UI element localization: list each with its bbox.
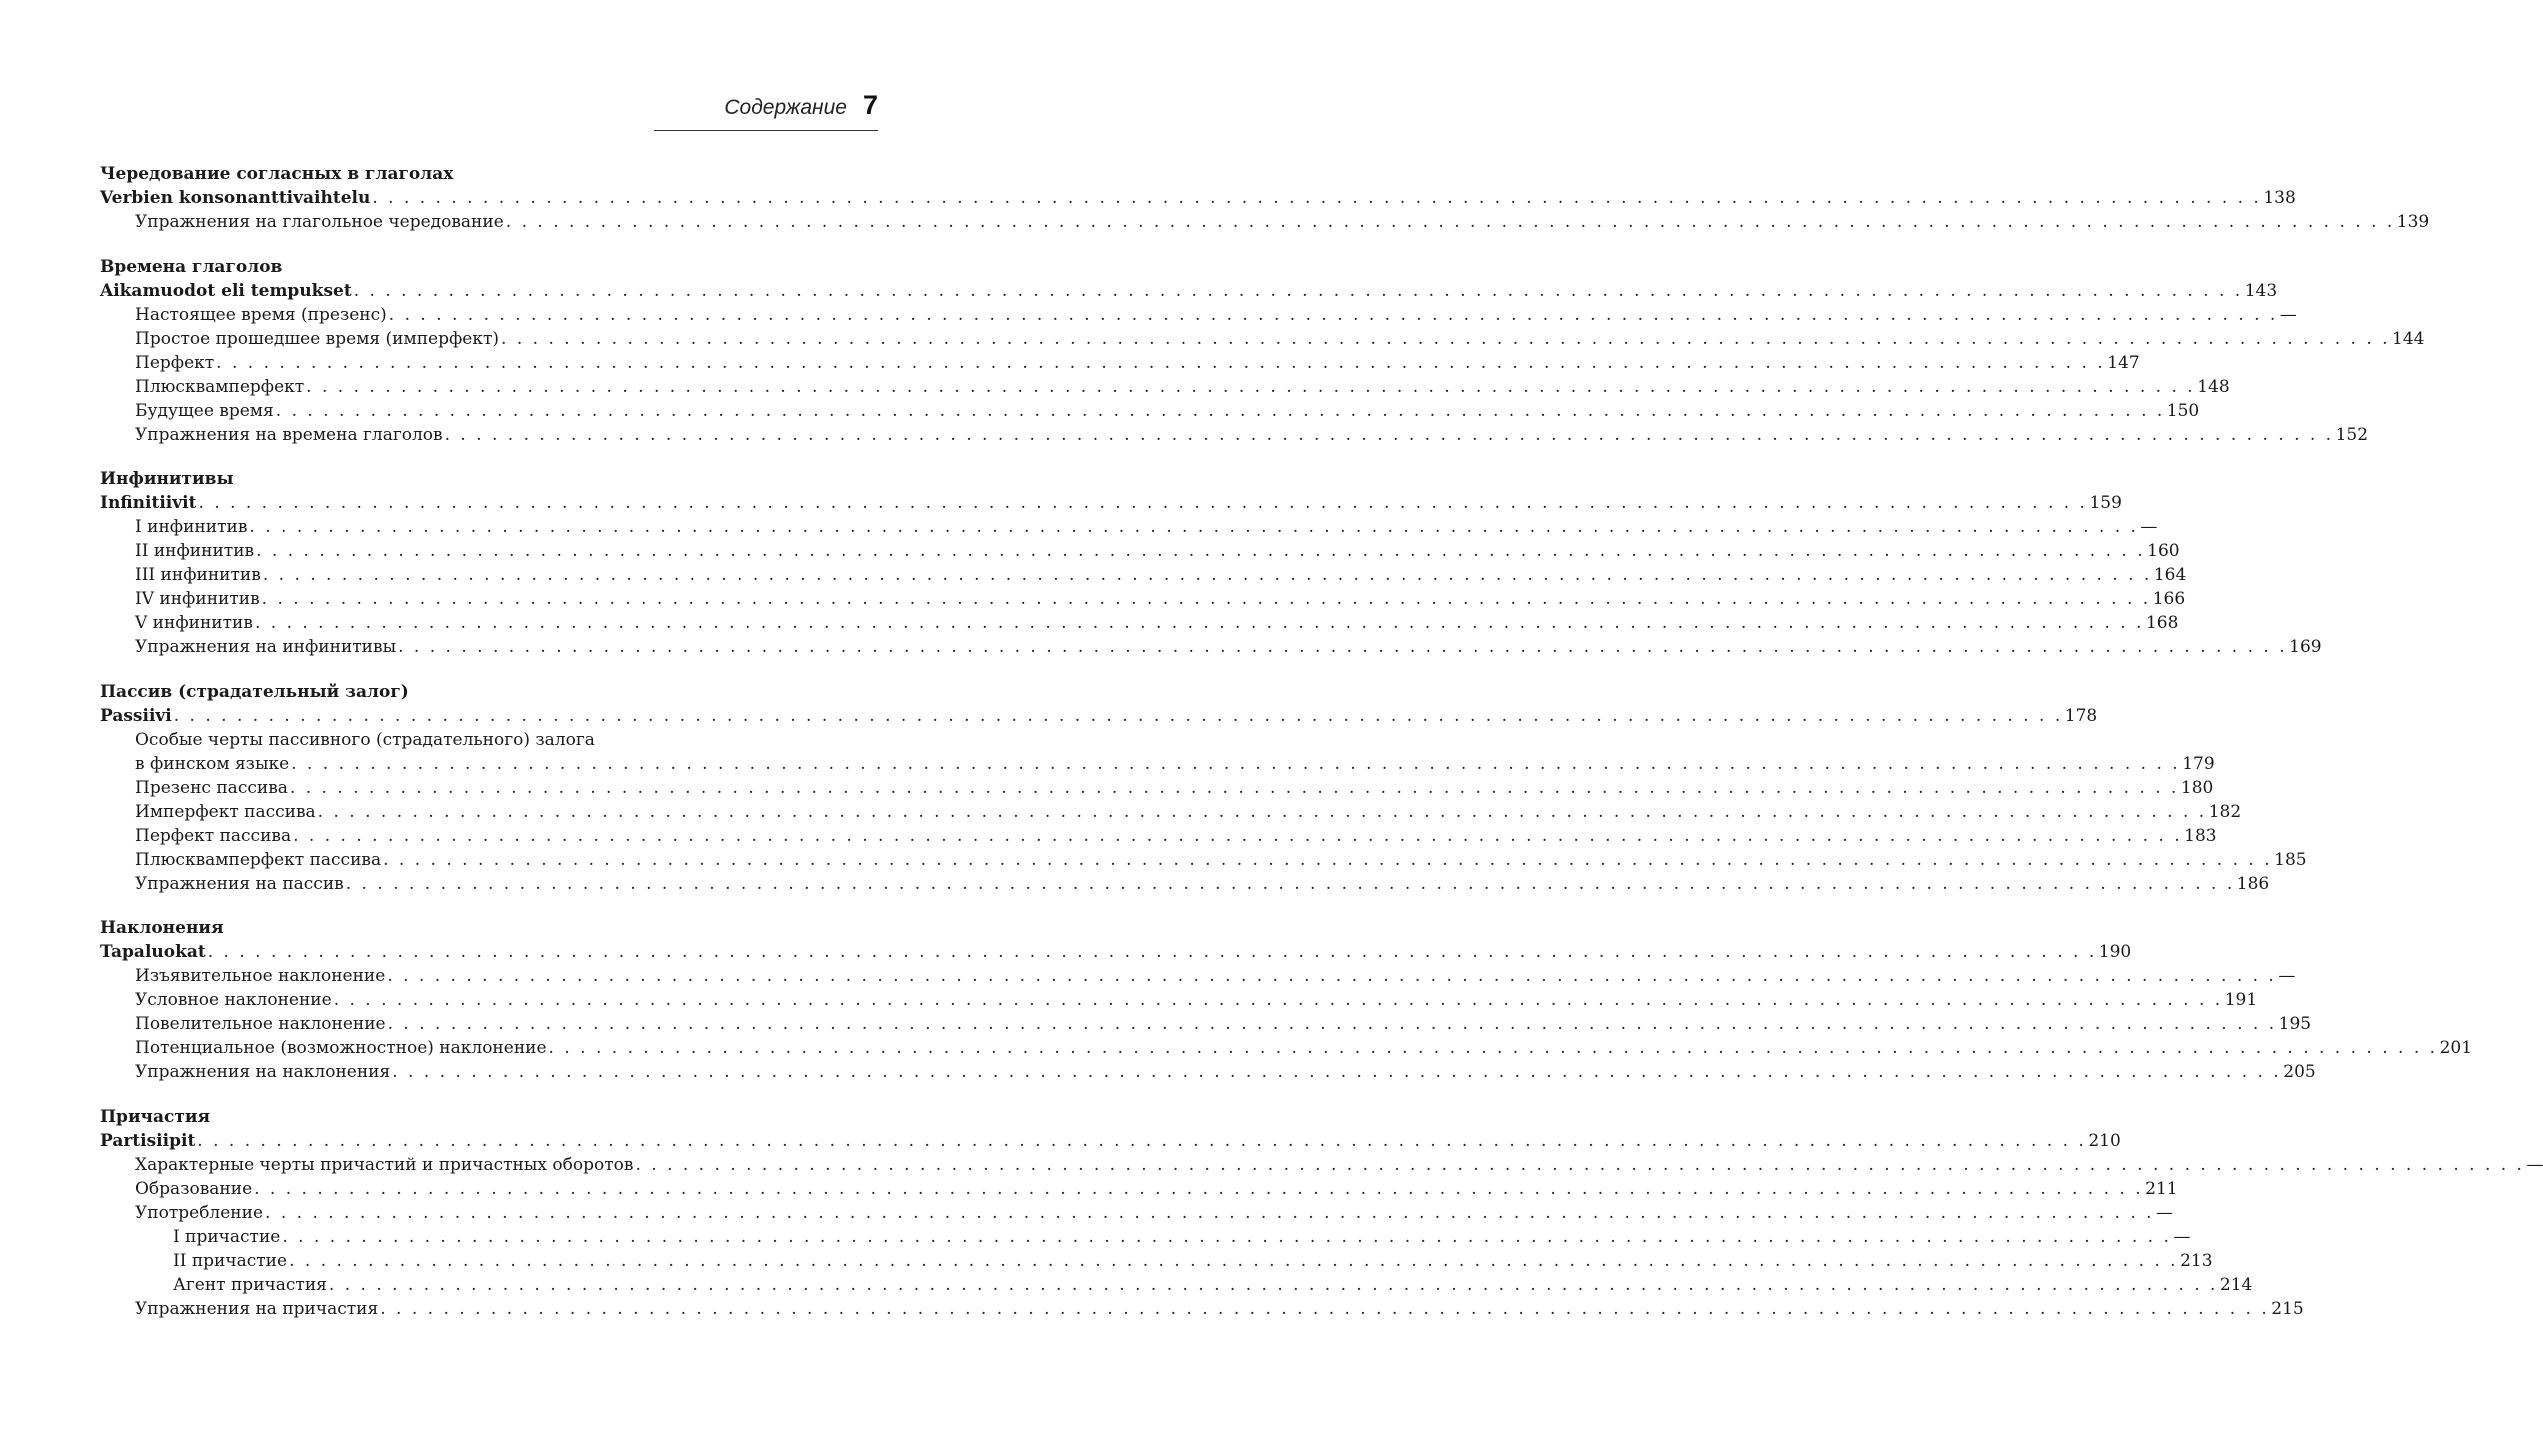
toc-entry (100, 824, 2217, 848)
toc-entry (100, 1225, 2191, 1249)
toc-page-number: 210 (2088, 1130, 2121, 1151)
toc-page-number: 201 (2439, 1038, 2473, 1058)
dot-leader: . . . . . . . . . . . . . . . . . . . . . . . . . . . . . . . . . . . . . . . . . . . . . . . . . . . . . . . . . . . . . . . . . . . . . . . . . . . . . . . . . . . . . . . . . . . . . . . . . . . . . . . . . . . . . . . . . . . . . . . . (291, 753, 2181, 774)
toc-entry-label: Passiivi (100, 705, 172, 726)
toc-page-number: 143 (2244, 280, 2278, 301)
dot-leader: . . . . . . . . . . . . . . . . . . . . . . . . . . . . . . . . . . . . . . . . . . . . . . . . . . . . . . . . . . . . . . . . . . . . . . . . . . . . . . . . . . . . . . . . . . . . . . . . . . . . . . . . . . . . . . . . . . . . . . . . (275, 400, 2165, 421)
running-header-title: Содержание (724, 96, 847, 119)
toc-entry-label: Будущее время (135, 400, 274, 421)
toc-page-number: 182 (2208, 801, 2242, 822)
toc-entry-label: Потенциальное (возможностное) наклонение (135, 1038, 547, 1058)
table-of-contents (100, 162, 2543, 1341)
section-title: Причастия (100, 1106, 211, 1127)
toc-page-number: 179 (2182, 753, 2215, 774)
dot-leader: . . . . . . . . . . . . . . . . . . . . . . . . . . . . . . . . . . . . . . . . . . . . . . . . . . . . . . . . . . . . . . . . . . . . . . . . . . . . . . . . . . . . . . . . . . . . . . . . . . . . . . . . . . . . . . . . . . . . . . . . (282, 1226, 2172, 1247)
toc-entry (100, 399, 2200, 423)
toc-entry-label: Агент причастия (173, 1274, 327, 1295)
toc-entry-label: Перфект пассива (135, 825, 292, 846)
dot-leader: . . . . . . . . . . . . . . . . . . . . . . . . . . . . . . . . . . . . . . . . . . . . . . . . . . . . . . . . . . . . . . . . . . . . . . . . . . . . . . . . . . . . . . . . . . . . . . . . . . . . . . . . . . . . . . . . . . . . . . . . (249, 517, 2139, 537)
toc-entry-label: V инфинитив (135, 613, 253, 633)
dot-leader: . . . . . . . . . . . . . . . . . . . . . . . . . . . . . . . . . . . . . . . . . . . . . . . . . . . . . . . . . . . . . . . . . . . . . . . . . . . . . . . . . . . . . . . . . . . . . . . . . . . . . . . . . . . . . . . . . . . . . . . . (306, 376, 2196, 397)
toc-page-number: — (2526, 1154, 2543, 1175)
toc-entry-label: Употребление (135, 1202, 264, 1223)
toc-entry (100, 1273, 2253, 1297)
toc-entry (100, 210, 2430, 234)
toc-entry (100, 872, 2270, 896)
toc-page-number: — (2279, 304, 2297, 325)
toc-entry (100, 776, 2214, 800)
toc-page-number: 164 (2153, 565, 2187, 585)
toc-entry (100, 800, 2242, 824)
dot-leader: . . . . . . . . . . . . . . . . . . . . . . . . . . . . . . . . . . . . . . . . . . . . . . . . . . . . . . . . . . . . . . . . . . . . . . . . . . . . . . . . . . . . . . . . . . . . . . . . . . . . . . . . . . . . . . . . . . . . . . . . (254, 613, 2144, 633)
section-title: Инфинитивы (100, 469, 234, 489)
dot-leader: . . . . . . . . . . . . . . . . . . . . . . . . . . . . . . . . . . . . . . . . . . . . . . . . . . . . . . . . . . . . . . . . . . . . . . . . . . . . . . . . . . . . . . . . . . . . . . . . . . . . . . . . . . . . . . . . . . . . . . . . (328, 1274, 2218, 1295)
toc-entry (100, 1012, 2312, 1036)
dot-leader: . . . . . . . . . . . . . . . . . . . . . . . . . . . . . . . . . . . . . . . . . . . . . . . . . . . . . . . . . . . . . . . . . . . . . . . . . . . . . . . . . . . . . . . . . . . . . . . . . . . . . . . . . . . . . . . . . . . . . . . . (289, 777, 2179, 798)
toc-entry-label: Упражнения на инфинитивы (135, 637, 397, 657)
toc-entry-label: Презенс пассива (135, 777, 288, 798)
toc-entry-label: Упражнения на пассив (135, 873, 344, 894)
dot-leader: . . . . . . . . . . . . . . . . . . . . . . . . . . . . . . . . . . . . . . . . . . . . . . . . . . . . . . . . . . . . . . . . . . . . . . . . . . . . . . . . . . . . . . . . . . . . . . . . . . . . . . . . . . . . . . . . . . . . . . . . (501, 328, 2391, 349)
page-number: 7 (862, 90, 878, 120)
toc-entry-label: IV инфинитив (135, 589, 260, 609)
toc-entry (100, 1177, 2178, 1201)
toc-entry-label: Перфект (135, 352, 215, 373)
toc-entry-label: Характерные черты причастий и причастных оборотов (135, 1154, 634, 1175)
toc-section (100, 467, 2322, 659)
toc-page-number: 152 (2335, 424, 2369, 445)
dot-leader: . . . . . . . . . . . . . . . . . . . . . . . . . . . . . . . . . . . . . . . . . . . . . . . . . . . . . . . . . . . . . . . . . . . . . . . . . . . . . . . . . . . . . . . . . . . . . . . . . . . . . . . . . . . . . . . . . . . . . . . . (548, 1038, 2438, 1058)
toc-chapter-entry (100, 1129, 2121, 1153)
toc-entry (100, 635, 2322, 659)
dot-leader: . . . . . . . . . . . . . . . . . . . . . . . . . . . . . . . . . . . . . . . . . . . . . . . . . . . . . . . . . . . . . . . . . . . . . . . . . . . . . . . . . . . . . . . . . . . . . . . . . . . . . . . . . . . . . . . . . . . . . . . . (353, 280, 2243, 301)
toc-entry-label: Простое прошедшее время (имперфект) (135, 328, 500, 349)
toc-entry (100, 375, 2230, 399)
toc-entry-label: Упражнения на причастия (135, 1298, 379, 1319)
toc-chapter-entry (100, 279, 2278, 303)
toc-entry (100, 1060, 2316, 1084)
dot-leader: . . . . . . . . . . . . . . . . . . . . . . . . . . . . . . . . . . . . . . . . . . . . . . . . . . . . . . . . . . . . . . . . . . . . . . . . . . . . . . . . . . . . . . . . . . . . . . . . . . . . . . . . . . . . . . . . . . . . . . . . (505, 212, 2395, 232)
dot-leader: . . . . . . . . . . . . . . . . . . . . . . . . . . . . . . . . . . . . . . . . . . . . . . . . . . . . . . . . . . . . . . . . . . . . . . . . . . . . . . . . . . . . . . . . . . . . . . . . . . . . . . . . . . . . . . . . . . . . . . . . (317, 801, 2207, 822)
toc-entry-label: Имперфект пассива (135, 801, 316, 822)
toc-page-number: 180 (2180, 777, 2214, 798)
toc-entry-label: Verbien konsonanttivaihtelu (100, 188, 371, 208)
toc-page-number: 139 (2396, 212, 2430, 232)
toc-entry (100, 988, 2258, 1012)
dot-leader: . . . . . . . . . . . . . . . . . . . . . . . . . . . . . . . . . . . . . . . . . . . . . . . . . . . . . . . . . . . . . . . . . . . . . . . . . . . . . . . . . . . . . . . . . . . . . . . . . . . . . . . . . . . . . . . . . . . . . . . . (256, 541, 2146, 561)
toc-page-number: 144 (2392, 328, 2425, 349)
toc-page-number: 148 (2197, 376, 2230, 397)
toc-chapter-entry (100, 940, 2132, 964)
toc-entry-label: Infinitiivit (100, 493, 197, 513)
dot-leader: . . . . . . . . . . . . . . . . . . . . . . . . . . . . . . . . . . . . . . . . . . . . . . . . . . . . . . . . . . . . . . . . . . . . . . . . . . . . . . . . . . . . . . . . . . . . . . . . . . . . . . . . . . . . . . . . . . . . . . . . (254, 1178, 2144, 1199)
toc-entry-label: Образование (135, 1178, 253, 1199)
dot-leader: . . . . . . . . . . . . . . . . . . . . . . . . . . . . . . . . . . . . . . . . . . . . . . . . . . . . . . . . . . . . . . . . . . . . . . . . . . . . . . . . . . . . . . . . . . . . . . . . . . . . . . . . . . . . . . . . . . . . . . . . (372, 188, 2262, 208)
toc-entry-label: Упражнения на глагольное чередование (135, 212, 504, 232)
toc-entry-label: I причастие (173, 1226, 281, 1247)
toc-page-number: 160 (2147, 541, 2180, 561)
toc-entry (100, 423, 2369, 447)
toc-entry-label: Упражнения на наклонения (135, 1062, 391, 1082)
dot-leader: . . . . . . . . . . . . . . . . . . . . . . . . . . . . . . . . . . . . . . . . . . . . . . . . . . . . . . . . . . . . . . . . . . . . . . . . . . . . . . . . . . . . . . . . . . . . . . . . . . . . . . . . . . . . . . . . . . . . . . . . (207, 942, 2097, 962)
toc-entry (100, 1036, 2473, 1060)
toc-section (100, 680, 2307, 896)
toc-page-number: — (2140, 517, 2158, 537)
dot-leader: . . . . . . . . . . . . . . . . . . . . . . . . . . . . . . . . . . . . . . . . . . . . . . . . . . . . . . . . . . . . . . . . . . . . . . . . . . . . . . . . . . . . . . . . . . . . . . . . . . . . . . . . . . . . . . . . . . . . . . . . (387, 966, 2277, 986)
toc-page-number: — (2173, 1226, 2191, 1247)
toc-page-number: 138 (2263, 188, 2296, 208)
toc-entry (100, 587, 2186, 611)
toc-page-number: 183 (2184, 825, 2217, 846)
section-title: Пассив (страдательный залог) (100, 681, 409, 702)
toc-section (100, 162, 2430, 234)
toc-entry-label: Упражнения на времена глаголов (135, 424, 443, 445)
toc-entry-label: II инфинитив (135, 541, 255, 561)
toc-entry (100, 351, 2140, 375)
toc-entry (100, 1201, 2174, 1225)
toc-section (100, 1105, 2543, 1321)
toc-entry-label: Особые черты пассивного (страдательного) залога (135, 729, 595, 750)
dot-leader: . . . . . . . . . . . . . . . . . . . . . . . . . . . . . . . . . . . . . . . . . . . . . . . . . . . . . . . . . . . . . . . . . . . . . . . . . . . . . . . . . . . . . . . . . . . . . . . . . . . . . . . . . . . . . . . . . . . . . . . . (387, 1014, 2277, 1034)
dot-leader: . . . . . . . . . . . . . . . . . . . . . . . . . . . . . . . . . . . . . . . . . . . . . . . . . . . . . . . . . . . . . . . . . . . . . . . . . . . . . . . . . . . . . . . . . . . . . . . . . . . . . . . . . . . . . . . . . . . . . . . . (261, 589, 2151, 609)
toc-chapter-entry (100, 491, 2122, 515)
dot-leader: . . . . . . . . . . . . . . . . . . . . . . . . . . . . . . . . . . . . . . . . . . . . . . . . . . . . . . . . . . . . . . . . . . . . . . . . . . . . . . . . . . . . . . . . . . . . . . . . . . . . . . . . . . . . . . . . . . . . . . . . (265, 1202, 2155, 1223)
dot-leader: . . . . . . . . . . . . . . . . . . . . . . . . . . . . . . . . . . . . . . . . . . . . . . . . . . . . . . . . . . . . . . . . . . . . . . . . . . . . . . . . . . . . . . . . . . . . . . . . . . . . . . . . . . . . . . . . . . . . . . . . (345, 873, 2235, 894)
toc-section (100, 916, 2473, 1084)
toc-entry-label: Плюсквамперфект (135, 376, 305, 397)
toc-page-number: 211 (2145, 1178, 2178, 1199)
dot-leader: . . . . . . . . . . . . . . . . . . . . . . . . . . . . . . . . . . . . . . . . . . . . . . . . . . . . . . . . . . . . . . . . . . . . . . . . . . . . . . . . . . . . . . . . . . . . . . . . . . . . . . . . . . . . . . . . . . . . . . . . (383, 849, 2273, 870)
toc-entry-label: Partisiipit (100, 1130, 196, 1151)
dot-leader: . . . . . . . . . . . . . . . . . . . . . . . . . . . . . . . . . . . . . . . . . . . . . . . . . . . . . . . . . . . . . . . . . . . . . . . . . . . . . . . . . . . . . . . . . . . . . . . . . . . . . . . . . . . . . . . . . . . . . . . . (293, 825, 2183, 846)
toc-page-number: 214 (2219, 1274, 2253, 1295)
toc-entry-label: Плюсквамперфект пассива (135, 849, 382, 870)
toc-page-number: 195 (2278, 1014, 2312, 1034)
toc-chapter-entry (100, 186, 2296, 210)
running-header (724, 90, 878, 121)
dot-leader: . . . . . . . . . . . . . . . . . . . . . . . . . . . . . . . . . . . . . . . . . . . . . . . . . . . . . . . . . . . . . . . . . . . . . . . . . . . . . . . . . . . . . . . . . . . . . . . . . . . . . . . . . . . . . . . . . . . . . . . . (198, 493, 2088, 513)
toc-entry-label: Настоящее время (презенс) (135, 304, 387, 325)
toc-page-number: 185 (2274, 849, 2307, 870)
toc-entry-label: III инфинитив (135, 565, 261, 585)
toc-entry (100, 563, 2187, 587)
toc-page-number: 178 (2064, 705, 2098, 726)
toc-entry (100, 1249, 2213, 1273)
toc-page-number: 159 (2089, 493, 2122, 513)
toc-entry-label: Aikamuodot eli tempukset (100, 280, 352, 301)
dot-leader: . . . . . . . . . . . . . . . . . . . . . . . . . . . . . . . . . . . . . . . . . . . . . . . . . . . . . . . . . . . . . . . . . . . . . . . . . . . . . . . . . . . . . . . . . . . . . . . . . . . . . . . . . . . . . . . . . . . . . . . . (289, 1250, 2179, 1271)
toc-page-number: 213 (2180, 1250, 2213, 1271)
dot-leader: . . . . . . . . . . . . . . . . . . . . . . . . . . . . . . . . . . . . . . . . . . . . . . . . . . . . . . . . . . . . . . . . . . . . . . . . . . . . . . . . . . . . . . . . . . . . . . . . . . . . . . . . . . . . . . . . . . . . . . . . (388, 304, 2278, 325)
dot-leader: . . . . . . . . . . . . . . . . . . . . . . . . . . . . . . . . . . . . . . . . . . . . . . . . . . . . . . . . . . . . . . . . . . . . . . . . . . . . . . . . . . . . . . . . . . . . . . . . . . . . . . . . . . . . . . . . . . . . . . . . (444, 424, 2334, 445)
toc-entry (100, 539, 2180, 563)
toc-page-number: — (2156, 1202, 2174, 1223)
toc-entry (100, 1153, 2543, 1177)
dot-leader: . . . . . . . . . . . . . . . . . . . . . . . . . . . . . . . . . . . . . . . . . . . . . . . . . . . . . . . . . . . . . . . . . . . . . . . . . . . . . . . . . . . . . . . . . . . . . . . . . . . . . . . . . . . . . . . . . . . . . . . . (392, 1062, 2282, 1082)
toc-entry (100, 1297, 2304, 1321)
section-title: Времена глаголов (100, 256, 283, 277)
toc-page-number: 186 (2236, 873, 2270, 894)
toc-entry (100, 515, 2158, 539)
toc-page-number: 166 (2152, 589, 2186, 609)
toc-entry-label: Tapaluokat (100, 942, 206, 962)
section-title: Чередование согласных в глаголах (100, 164, 454, 184)
toc-entry (100, 848, 2307, 872)
toc-page-number: 205 (2283, 1062, 2316, 1082)
dot-leader: . . . . . . . . . . . . . . . . . . . . . . . . . . . . . . . . . . . . . . . . . . . . . . . . . . . . . . . . . . . . . . . . . . . . . . . . . . . . . . . . . . . . . . . . . . . . . . . . . . . . . . . . . . . . . . . . . . . . . . . . (398, 637, 2288, 657)
dot-leader: . . . . . . . . . . . . . . . . . . . . . . . . . . . . . . . . . . . . . . . . . . . . . . . . . . . . . . . . . . . . . . . . . . . . . . . . . . . . . . . . . . . . . . . . . . . . . . . . . . . . . . . . . . . . . . . . . . . . . . . . (333, 990, 2223, 1010)
toc-page-number: 191 (2224, 990, 2258, 1010)
toc-entry-label: Условное наклонение (135, 990, 332, 1010)
toc-page-number: — (2278, 966, 2296, 986)
header-rule (654, 130, 878, 131)
toc-entry (100, 303, 2297, 327)
toc-entry-label: в финском языке (135, 753, 290, 774)
toc-page-number: 168 (2145, 613, 2179, 633)
toc-page-number: 150 (2166, 400, 2200, 421)
toc-entry-label: I инфинитив (135, 517, 248, 537)
section-title: Наклонения (100, 918, 224, 938)
toc-entry (100, 611, 2179, 635)
dot-leader: . . . . . . . . . . . . . . . . . . . . . . . . . . . . . . . . . . . . . . . . . . . . . . . . . . . . . . . . . . . . . . . . . . . . . . . . . . . . . . . . . . . . . . . . . . . . . . . . . . . . . . . . . . . . . . . . . . . . . . . . (635, 1154, 2525, 1175)
toc-page-number: 190 (2098, 942, 2132, 962)
toc-entry (100, 327, 2425, 351)
toc-entry (100, 752, 2215, 776)
toc-entry-label: Повелительное наклонение (135, 1014, 386, 1034)
toc-page-number: 215 (2271, 1298, 2304, 1319)
dot-leader: . . . . . . . . . . . . . . . . . . . . . . . . . . . . . . . . . . . . . . . . . . . . . . . . . . . . . . . . . . . . . . . . . . . . . . . . . . . . . . . . . . . . . . . . . . . . . . . . . . . . . . . . . . . . . . . . . . . . . . . . (262, 565, 2152, 585)
dot-leader: . . . . . . . . . . . . . . . . . . . . . . . . . . . . . . . . . . . . . . . . . . . . . . . . . . . . . . . . . . . . . . . . . . . . . . . . . . . . . . . . . . . . . . . . . . . . . . . . . . . . . . . . . . . . . . . . . . . . . . . . (380, 1298, 2270, 1319)
toc-entry (100, 964, 2296, 988)
toc-page-number: 147 (2107, 352, 2140, 373)
dot-leader: . . . . . . . . . . . . . . . . . . . . . . . . . . . . . . . . . . . . . . . . . . . . . . . . . . . . . . . . . . . . . . . . . . . . . . . . . . . . . . . . . . . . . . . . . . . . . . . . . . . . . . . . . . . . . . . . . . . . . . . . (197, 1130, 2087, 1151)
dot-leader: . . . . . . . . . . . . . . . . . . . . . . . . . . . . . . . . . . . . . . . . . . . . . . . . . . . . . . . . . . . . . . . . . . . . . . . . . . . . . . . . . . . . . . . . . . . . . . . . . . . . . . . . . . . . . . . . . . . . . . . . (216, 352, 2106, 373)
toc-page-number: 169 (2289, 637, 2322, 657)
toc-section (100, 255, 2425, 447)
toc-entry-label: II причастие (173, 1250, 288, 1271)
toc-chapter-entry (100, 704, 2098, 728)
dot-leader: . . . . . . . . . . . . . . . . . . . . . . . . . . . . . . . . . . . . . . . . . . . . . . . . . . . . . . . . . . . . . . . . . . . . . . . . . . . . . . . . . . . . . . . . . . . . . . . . . . . . . . . . . . . . . . . . . . . . . . . . (173, 705, 2063, 726)
toc-entry-label: Изъявительное наклонение (135, 966, 386, 986)
